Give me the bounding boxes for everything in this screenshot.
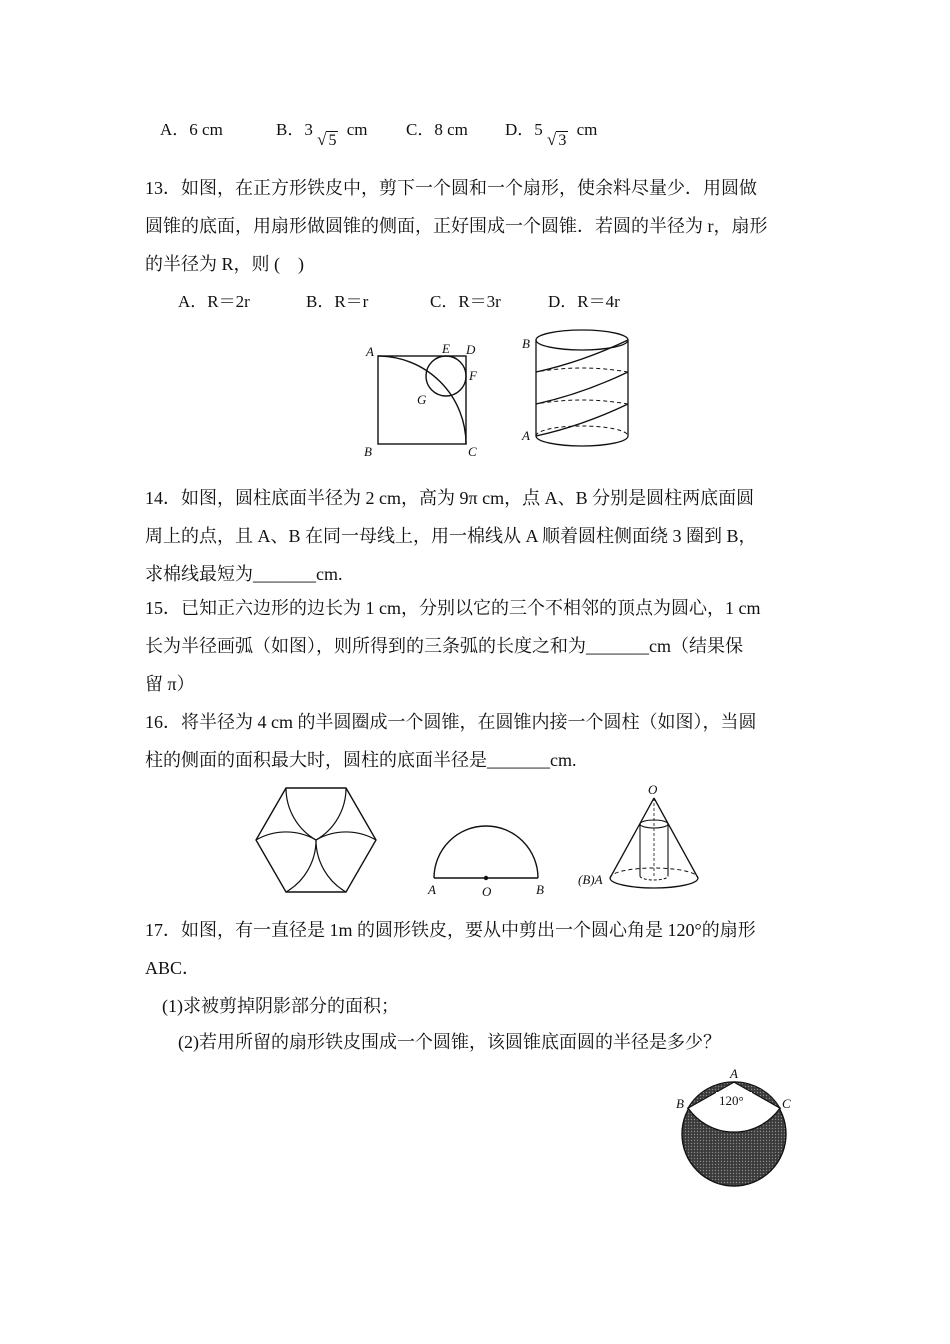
q16-line1: 16．将半径为 4 cm 的半圆圈成一个圆锥，在圆锥内接一个圆柱（如图），当圆 [145, 712, 757, 732]
q14-line2: 周上的点，且 A、B 在同一母线上，用一棉线从 A 顺着圆柱侧面绕 3 圈到 B， [145, 526, 757, 546]
helix-front-3 [536, 340, 628, 372]
label-F: F [469, 368, 477, 383]
label-G: G [417, 392, 427, 407]
q12-option-b-prefix: B．3 [276, 120, 313, 139]
label-D: D [466, 342, 476, 357]
cylinder-bottom-back [536, 426, 628, 436]
square-sector-circle-figure [360, 338, 490, 462]
q13-line3: 的半径为 R，则 ( ) [145, 254, 304, 274]
label-A: A [522, 428, 530, 443]
helix-front-2 [536, 372, 628, 404]
label-C: C [468, 444, 477, 459]
label-BA: (B)A [578, 872, 603, 887]
cylinder-bottom-front [536, 436, 628, 446]
q17-sub1: (1)求被剪掉阴影部分的面积； [162, 996, 399, 1016]
label-A: A [730, 1066, 738, 1081]
q13-option-d: D．R＝4r [548, 292, 620, 311]
label-B: B [522, 336, 530, 351]
q13-line1: 13．如图，在正方形铁皮中，剪下一个圆和一个扇形，使余料尽量少．用圆做 [145, 178, 757, 198]
label-A: A [366, 344, 374, 359]
circle-sector-figure [672, 1064, 796, 1194]
cylinder-helix-figure [518, 326, 638, 456]
hexagon-arcs-figure [250, 784, 382, 900]
sqrt5-radical: √ 5 [317, 130, 337, 149]
q15-line2: 长为半径画弧（如图），则所得到的三条弧的长度之和为_______cm（结果保 [145, 636, 743, 656]
q15-line1: 15．已知正六边形的边长为 1 cm，分别以它的三个不相邻的顶点为圆心，1 cm [145, 598, 761, 618]
q16-line2: 柱的侧面的面积最大时，圆柱的底面半径是_______cm. [145, 750, 577, 770]
q17-line2: ABC． [145, 958, 201, 978]
arc-5 [286, 840, 316, 892]
angle-label: 120° [719, 1093, 744, 1108]
q12-option-d-unit: cm [576, 120, 598, 139]
arc-4 [316, 840, 346, 892]
q12-option-b-radicand: 5 [328, 132, 337, 149]
q12-option-d-prefix: D．5 [505, 120, 543, 139]
semicircle-arc [434, 826, 538, 878]
q13-line2: 圆锥的底面，用扇形做圆锥的侧面，正好围成一个圆锥．若圆的半径为 r，扇形 [145, 216, 768, 236]
label-B: B [676, 1096, 684, 1111]
q13-option-a: A．R＝2r [178, 292, 250, 311]
q14-line3: 求棉线最短为_______cm. [145, 564, 343, 584]
cone-left-edge [610, 798, 654, 878]
label-A: A [428, 882, 436, 897]
q17-sub2: (2)若用所留的扇形铁皮围成一个圆锥，该圆锥底面圆的半径是多少？ [178, 1032, 721, 1052]
q15-line3: 留 π） [145, 674, 195, 694]
q14-line1: 14．如图，圆柱底面半径为 2 cm，高为 9π cm，点 A、B 分别是圆柱两底面圆 [145, 488, 755, 508]
label-B: B [364, 444, 372, 459]
cone-cylinder-figure [578, 780, 708, 898]
q17-line1: 17．如图，有一直径是 1m 的圆形铁皮，要从中剪出一个圆心角是 120°的扇形 [145, 920, 756, 940]
label-O: O [482, 884, 492, 898]
q12-option-a: A．6 cm [160, 120, 223, 139]
q12-option-b-unit: cm [346, 120, 368, 139]
label-E: E [442, 341, 450, 356]
q12-option-b [276, 118, 368, 149]
label-O: O [648, 782, 658, 797]
inscribed-circle [426, 356, 466, 396]
semicircle-figure [422, 818, 552, 898]
q13-option-b: B．R＝r [306, 292, 369, 311]
cone-right-edge [654, 798, 698, 878]
q12-option-d-radicand: 3 [558, 132, 567, 149]
sqrt3-radical: √ 3 [547, 130, 567, 149]
q13-option-c: C．R＝3r [430, 292, 501, 311]
q12-option-d [505, 118, 598, 149]
q12-option-c: C．8 cm [406, 120, 468, 139]
helix-front-1 [536, 404, 628, 436]
center-point [484, 876, 488, 880]
label-C: C [782, 1096, 791, 1111]
label-B: B [536, 882, 544, 897]
